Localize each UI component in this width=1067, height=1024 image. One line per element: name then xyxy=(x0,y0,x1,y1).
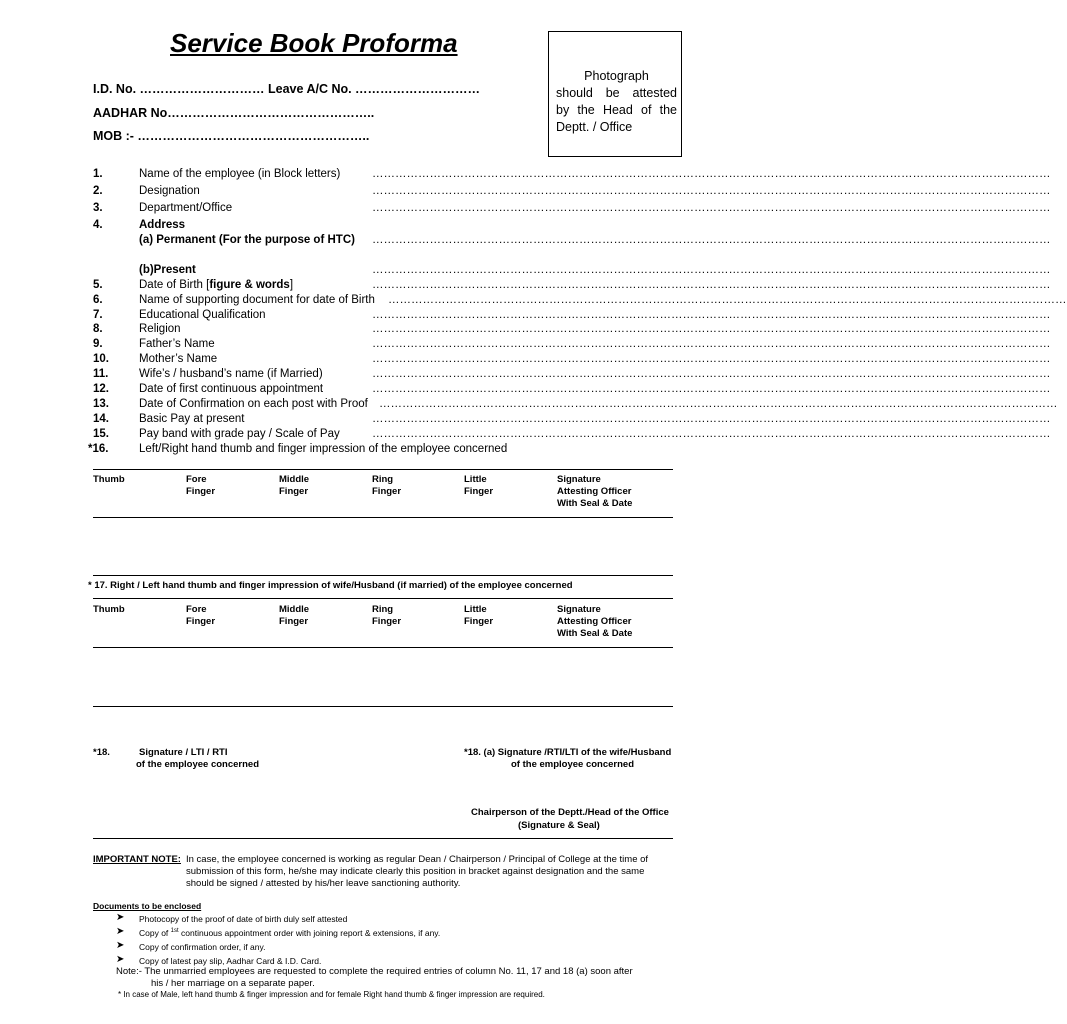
field-label: Father’s Name xyxy=(139,338,215,350)
chairperson-label: Chairperson of the Deptt./Head of the Office xyxy=(471,807,669,818)
important-note-label: IMPORTANT NOTE: xyxy=(93,854,181,865)
photo-text-line: by the Head of the xyxy=(556,103,677,117)
important-note-text: submission of this form, he/she may indicate clearly this position in bracket against designation and the same xyxy=(186,866,645,877)
field-number: 3. xyxy=(93,202,103,214)
field-row xyxy=(0,185,1051,200)
signature-line: Signature xyxy=(557,604,601,615)
ring-finger-label xyxy=(372,474,401,498)
field-dots: …………………………………………………………………………………………………………………………………………………………… xyxy=(372,168,1051,180)
divider-line xyxy=(93,575,673,576)
field-row xyxy=(0,428,1051,443)
field-row xyxy=(0,294,1067,309)
fore-finger-line: Finger xyxy=(186,616,216,627)
photograph-box xyxy=(548,31,682,157)
field-number: 6. xyxy=(93,294,103,306)
field-label: Date of first continuous appointment xyxy=(139,383,324,395)
fore-finger-label xyxy=(186,604,215,628)
field-row xyxy=(0,202,1051,217)
field-row xyxy=(0,353,1051,368)
field-label: Date of Birth [figure & words] xyxy=(139,279,294,291)
item-18-label-line2: of the employee concerned xyxy=(136,759,260,770)
fore-finger-label xyxy=(186,474,215,498)
ring-finger-line: Ring xyxy=(372,604,394,615)
field-number: *16. xyxy=(88,443,109,455)
field-label: Mother’s Name xyxy=(139,353,218,365)
photo-text-line: Deptt. / Office xyxy=(556,120,633,134)
field-dots: …………………………………………………………………………………………………………………………………………………………… xyxy=(372,309,1051,321)
field-number: 9. xyxy=(93,338,103,350)
field-dots: …………………………………………………………………………………………………………………………………………………………… xyxy=(372,428,1051,440)
document-item: Photocopy of the proof of date of birth duly self attested xyxy=(139,914,348,924)
field-row xyxy=(0,383,1051,398)
item-18a-label: *18. (a) Signature /RTI/LTI of the wife/Husband xyxy=(464,747,672,758)
page-title: Service Book Proforma xyxy=(170,28,458,58)
signature-line: With Seal & Date xyxy=(557,498,633,509)
field-label: Name of the employee (in Block letters) xyxy=(139,168,341,180)
little-finger-label xyxy=(464,474,493,498)
field-row xyxy=(0,309,1051,324)
little-finger-label xyxy=(464,604,493,628)
field-dots: …………………………………………………………………………………………………………………………………………………………… xyxy=(379,398,1058,410)
unmarried-note: Note:- The unmarried employees are requested to complete the required entries of column No. 11, 17 and 18 (a) soon after xyxy=(116,966,633,977)
item-18-label: Signature / LTI / RTI xyxy=(139,747,228,758)
thumb-label: Thumb xyxy=(93,604,125,615)
arrow-bullet-icon: ➤ xyxy=(116,940,125,951)
fore-finger-line: Fore xyxy=(186,474,207,485)
field-row xyxy=(0,234,1051,249)
field-dots: …………………………………………………………………………………………………………………………………………………………… xyxy=(388,294,1067,306)
field-number: 14. xyxy=(93,413,109,425)
field-row xyxy=(0,413,1051,428)
field-label: Left/Right hand thumb and finger impression of the employee concerned xyxy=(139,443,508,455)
field-number: 2. xyxy=(93,185,103,197)
field-dots: …………………………………………………………………………………………………………………………………………………………… xyxy=(372,234,1051,246)
field-row xyxy=(0,219,768,234)
little-finger-line: Finger xyxy=(464,486,494,497)
fore-finger-line: Finger xyxy=(186,486,216,497)
field-number: 5. xyxy=(93,279,103,291)
field-row xyxy=(0,323,1051,338)
field-label: Basic Pay at present xyxy=(139,413,245,425)
middle-finger-label xyxy=(279,604,309,628)
field-number: 10. xyxy=(93,353,109,365)
field-dots: …………………………………………………………………………………………………………………………………………………………… xyxy=(372,383,1051,395)
important-note-text: In case, the employee concerned is working as regular Dean / Chairperson / Principal of College at the time of xyxy=(186,854,649,865)
signature-line: Attesting Officer xyxy=(557,616,632,627)
field-label: (a) Permanent (For the purpose of HTC) xyxy=(139,234,355,246)
field-number: 4. xyxy=(93,219,103,231)
field-label: Pay band with grade pay / Scale of Pay xyxy=(139,428,340,440)
field-dots: …………………………………………………………………………………………………………………………………………………………… xyxy=(372,323,1051,335)
document-item: Copy of confirmation order, if any. xyxy=(139,942,266,952)
field-label: Designation xyxy=(139,185,200,197)
item-17-label: * 17. Right / Left hand thumb and finger impression of wife/Husband (if married) of the employee concerned xyxy=(88,580,573,591)
field-dots: …………………………………………………………………………………………………………………………………………………………… xyxy=(372,185,1051,197)
signature-line: Signature xyxy=(557,474,601,485)
signature-attesting-label xyxy=(557,474,632,510)
item-18a-label-line2: of the employee concerned xyxy=(511,759,635,770)
item-18-number: *18. xyxy=(93,747,110,758)
field-label: Educational Qualification xyxy=(139,309,266,321)
divider-line xyxy=(93,598,673,599)
field-dots: …………………………………………………………………………………………………………………………………………………………… xyxy=(372,368,1051,380)
divider-line xyxy=(93,838,673,839)
field-label: (b)Present xyxy=(139,264,196,276)
document-item: Copy of latest pay slip, Aadhar Card & I.D. Card. xyxy=(139,956,322,966)
field-dots: …………………………………………………………………………………………………………………………………………………………… xyxy=(372,413,1051,425)
middle-finger-line: Finger xyxy=(279,616,309,627)
chairperson-seal-label: (Signature & Seal) xyxy=(518,820,600,831)
field-number: 15. xyxy=(93,428,109,440)
photo-text-line: Photograph xyxy=(584,69,649,83)
field-row xyxy=(0,443,768,458)
aadhar-line: AADHAR No………………………………………….. xyxy=(93,106,375,120)
id-leave-line: I.D. No. ………………………… Leave A/C No. ………………………… xyxy=(93,82,481,96)
ring-finger-line: Finger xyxy=(372,486,402,497)
field-row xyxy=(0,368,1051,383)
field-number: 11. xyxy=(93,368,109,380)
field-label: Name of supporting document for date of Birth xyxy=(139,294,375,306)
arrow-bullet-icon: ➤ xyxy=(116,926,125,937)
important-note-text: should be signed / attested by his/her leave sanctioning authority. xyxy=(186,878,461,889)
middle-finger-line: Finger xyxy=(279,486,309,497)
field-label: Department/Office xyxy=(139,202,233,214)
signature-line: With Seal & Date xyxy=(557,628,633,639)
ring-finger-line: Finger xyxy=(372,616,402,627)
field-row xyxy=(0,338,1051,353)
field-number: 12. xyxy=(93,383,109,395)
field-number: 7. xyxy=(93,309,103,321)
divider-line xyxy=(93,647,673,648)
little-finger-line: Little xyxy=(464,474,487,485)
ring-finger-line: Ring xyxy=(372,474,394,485)
field-number: 13. xyxy=(93,398,109,410)
divider-line xyxy=(93,517,673,518)
photo-text-line: should be attested xyxy=(556,86,677,100)
field-row xyxy=(0,398,1058,413)
thumb-label: Thumb xyxy=(93,474,125,485)
field-label: Date of Confirmation on each post with Proof xyxy=(139,398,368,410)
documents-heading: Documents to be enclosed xyxy=(93,901,202,911)
gender-impression-note: * In case of Male, left hand thumb & finger impression and for female Right hand thumb & finger impression are required. xyxy=(118,990,545,999)
unmarried-note-line2: his / her marriage on a separate paper. xyxy=(151,978,315,989)
middle-finger-label xyxy=(279,474,309,498)
little-finger-line: Little xyxy=(464,604,487,615)
field-dots: …………………………………………………………………………………………………………………………………………………………… xyxy=(372,279,1051,291)
field-label: Wife’s / husband’s name (if Married) xyxy=(139,368,323,380)
field-row xyxy=(0,264,1051,279)
divider-line xyxy=(93,706,673,707)
field-number: 8. xyxy=(93,323,103,335)
divider-line xyxy=(93,469,673,470)
field-dots: …………………………………………………………………………………………………………………………………………………………… xyxy=(372,338,1051,350)
ring-finger-label xyxy=(372,604,401,628)
field-dots: …………………………………………………………………………………………………………………………………………………………… xyxy=(372,202,1051,214)
field-dots: …………………………………………………………………………………………………………………………………………………………… xyxy=(372,353,1051,365)
arrow-bullet-icon: ➤ xyxy=(116,912,125,923)
field-row xyxy=(0,168,1051,183)
middle-finger-line: Middle xyxy=(279,604,310,615)
arrow-bullet-icon: ➤ xyxy=(116,954,125,965)
signature-line: Attesting Officer xyxy=(557,486,632,497)
signature-attesting-label xyxy=(557,604,632,640)
field-row xyxy=(0,279,1051,294)
field-label: Religion xyxy=(139,323,181,335)
field-dots: …………………………………………………………………………………………………………………………………………………………… xyxy=(372,264,1051,276)
fore-finger-line: Fore xyxy=(186,604,207,615)
field-label: Address xyxy=(139,219,186,231)
field-number: 1. xyxy=(93,168,103,180)
document-item: Copy of $^{1st}$ continuous appointment order with joining report & extensions, if any. xyxy=(139,928,441,938)
little-finger-line: Finger xyxy=(464,616,494,627)
middle-finger-line: Middle xyxy=(279,474,310,485)
mob-line: MOB :- ……………………………………………….. xyxy=(93,129,370,143)
